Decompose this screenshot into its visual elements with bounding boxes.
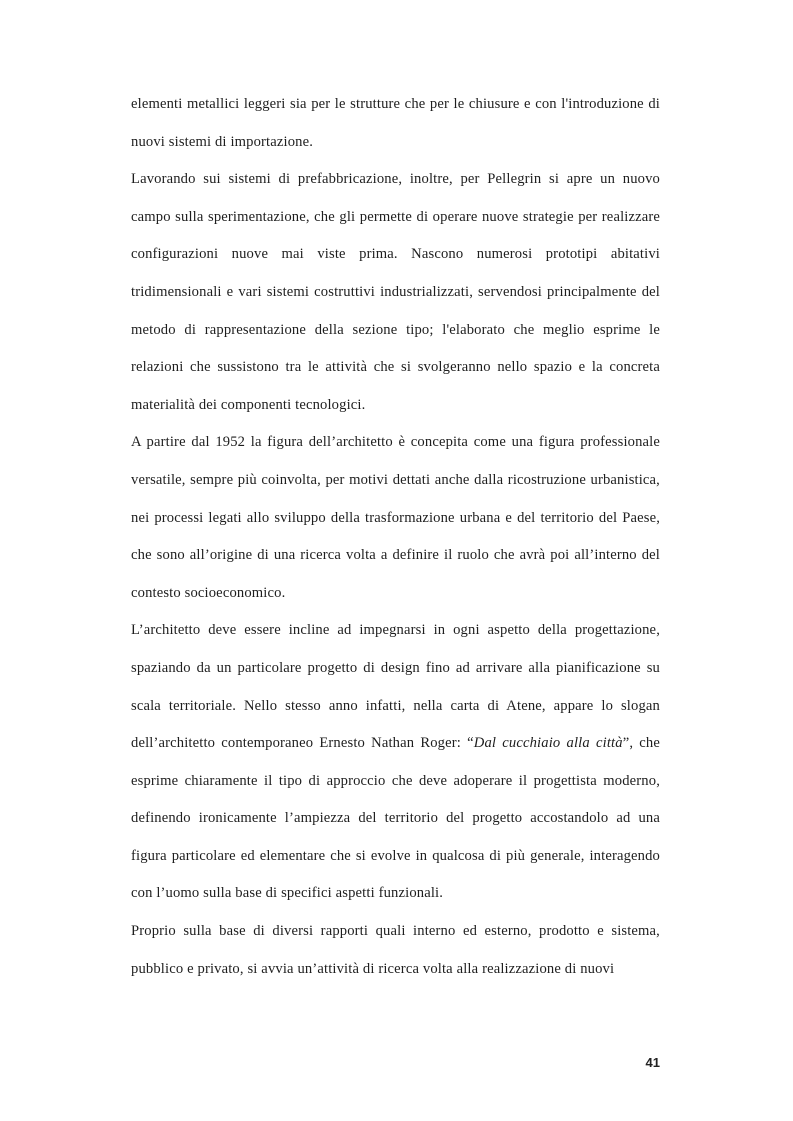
quoted-slogan: Dal cucchiaio alla città — [473, 735, 623, 752]
paragraph-4 — [131, 612, 660, 913]
page-number: 41 — [645, 1055, 660, 1070]
paragraph-4-before: L’architetto deve essere incline ad impegnarsi in ogni aspetto della progettazione, spaziando da un particolare progetto di design fino ad arrivare alla pianificazione su scala territoriale. Nello stesso anno infatti, nella carta di Atene, appare lo slogan dell’architetto contemporaneo Ernesto Nathan Roger: “ — [131, 622, 660, 752]
paragraph-4-after: ”, che esprime chiaramente il tipo di approccio che deve adoperare il progettista moderno, definendo ironicamente l’ampiezza del territorio del progetto accostandolo ad una figura particolare ed elementare che si evolve in qualcosa di più generale, interagendo con l’uomo sulla base di specifici aspetti funzionali. — [131, 735, 660, 902]
paragraph-2: Lavorando sui sistemi di prefabbricazione, inoltre, per Pellegrin si apre un nuovo campo sulla sperimentazione, che gli permette di operare nuove strategie per realizzare configurazioni nuove mai viste prima. Nascono numerosi prototipi abitativi tridimensionali e vari sistemi costruttivi industrializzati, servendosi principalmente del metodo di rappresentazione della sezione tipo; l'elaborato che meglio esprime le relazioni che sussistono tra le attività che si svolgeranno nello spazio e la concreta materialità dei componenti tecnologici. — [131, 171, 660, 413]
paragraph-5: Proprio sulla base di diversi rapporti quali interno ed esterno, prodotto e sistema, pubblico e privato, si avvia un’attività di ricerca volta alla realizzazione di nuovi — [131, 923, 660, 977]
paragraph-3: A partire dal 1952 la figura dell’architetto è concepita come una figura professionale versatile, sempre più coinvolta, per motivi dettati anche dalla ricostruzione urbanistica, nei processi legati allo sviluppo della trasformazione urbana e del territorio del Paese, che sono all’origine di una ricerca volta a definire il ruolo che avrà poi all’interno del contesto socioeconomico. — [131, 434, 660, 601]
body-text — [131, 86, 660, 988]
paragraph-1: elementi metallici leggeri sia per le strutture che per le chiusure e con l'introduzione di nuovi sistemi di importazione. — [131, 96, 660, 150]
